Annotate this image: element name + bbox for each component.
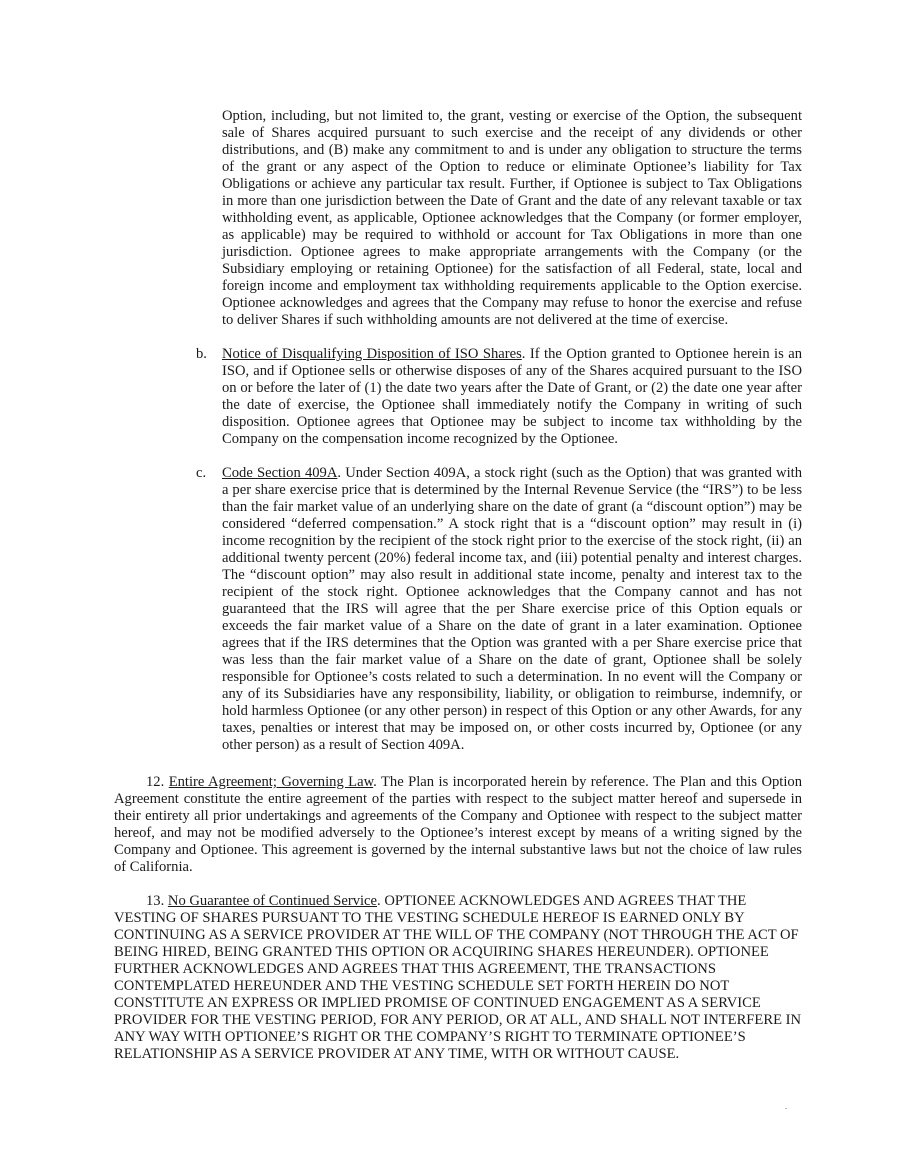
section-12-heading: Entire Agreement; Governing Law <box>168 774 374 790</box>
item-c-paragraph <box>222 465 802 754</box>
continued-paragraph-text: Option, including, but not limited to, the grant, vesting or exercise of the Option, the subsequent sale of Shares acquired pursuant to such exercise and the receipt of any dividends or other distributions, and (B) make any commitment to and is under any obligation to structure the terms of the grant or any aspect of the Option to reduce or eliminate Optionee’s liability for Tax Obligations or achieve any particular tax result. Further, if Optionee is subject to Tax Obligations in more than one jurisdiction between the Date of Grant and the date of any relevant taxable or tax withholding event, as applicable, Optionee acknowledges that the Company (or former employer, as applicable) may be required to withhold or account for Tax Obligations in more than one jurisdiction. Optionee agrees to make appropriate arrangements with the Company (or the Subsidiary employing or retaining Optionee) for the satisfaction of all Federal, state, local and foreign income and employment tax withholding requirements applicable to the Option exercise. Optionee acknowledges and agrees that the Company may refuse to honor the exercise and refuse to deliver Shares if such withholding amounts are not delivered at the time of exercise. <box>222 108 802 328</box>
section-12 <box>114 774 802 876</box>
item-b-label: b. <box>196 346 207 362</box>
item-c-heading: Code Section 409A <box>222 465 338 481</box>
section-13-heading: No Guarantee of Continued Service <box>167 893 378 909</box>
item-b-heading: Notice of Disqualifying Disposition of ISO Shares <box>222 346 522 362</box>
item-b-body: . If the Option granted to Optionee herein is an ISO, and if Optionee sells or otherwise disposes of any of the Shares acquired pursuant to the ISO on or before the later of (1) the date two years after the Date of Grant, or (2) the date one year after the date of exercise, the Optionee shall immediately notify the Company in writing of such disposition. Optionee agrees that Optionee may be subject to income tax withholding by the Company on the compensation income recognized by the Optionee. <box>222 346 802 447</box>
section-13 <box>114 893 804 1063</box>
section-12-number: 12. <box>146 774 165 790</box>
section-13-number: 13. <box>146 893 165 909</box>
section-13-body: . OPTIONEE ACKNOWLEDGES AND AGREES THAT THE VESTING OF SHARES PURSUANT TO THE VESTING SCHEDULE HEREOF IS EARNED ONLY BY CONTINUING AS A SERVICE PROVIDER AT THE WILL OF THE COMPANY (NOT THROUGH THE ACT OF BEING HIRED, BEING GRANTED THIS OPTION OR ACQUIRING SHARES HEREUNDER). OPTIONEE FURTHER ACKNOWLEDGES AND AGREES THAT THIS AGREEMENT, THE TRANSACTIONS CONTEMPLATED HEREUNDER AND THE VESTING SCHEDULE SET FORTH HEREIN DO NOT CONSTITUTE AN EXPRESS OR IMPLIED PROMISE OF CONTINUED ENGAGEMENT AS A SERVICE PROVIDER FOR THE VESTING PERIOD, FOR ANY PERIOD, OR AT ALL, AND SHALL NOT INTERFERE IN ANY WAY WITH OPTIONEE’S RIGHT OR THE COMPANY’S RIGHT TO TERMINATE OPTIONEE’S RELATIONSHIP AS A SERVICE PROVIDER AT ANY TIME, WITH OR WITHOUT CAUSE. <box>114 893 802 1062</box>
item-b-paragraph <box>222 346 802 448</box>
continued-paragraph <box>222 108 802 329</box>
item-c-body: . Under Section 409A, a stock right (such as the Option) that was granted with a per share exercise price that is determined by the Internal Revenue Service (the “IRS”) to be less than the fair market value of an underlying share on the date of grant (a “discount option”) may be considered “deferred compensation.” A stock right that is a “discount option” may result in (i) income recognition by the recipient of the stock right prior to the exercise of the stock right, (ii) an additional twenty percent (20%) federal income tax, and (iii) potential penalty and interest charges. The “discount option” may also result in additional state income, penalty and interest tax to the recipient of the stock right. Optionee acknowledges that the Company cannot and has not guaranteed that the IRS will agree that the per Share exercise price of this Option equals or exceeds the fair market value of a Share on the date of grant in a later examination. Optionee agrees that if the IRS determines that the Option was granted with a per Share exercise price that was less than the fair market value of a Share on the date of grant, Optionee shall be solely responsible for Optionee’s costs related to such a determination. In no event will the Company or any of its Subsidiaries have any responsibility, liability, or obligation to reimburse, indemnify, or hold harmless Optionee (or any other person) in respect of this Option or any other Awards, for any taxes, penalties or interest that may be imposed on, or other costs incurred by, Optionee (or any other person) as a result of Section 409A. <box>222 465 802 753</box>
section-12-body: . The Plan is incorporated herein by reference. The Plan and this Option Agreement constitute the entire agreement of the parties with respect to the subject matter hereof and supersede in their entirety all prior undertakings and agreements of the Company and Optionee with respect to the subject matter hereof, and may not be modified adversely to the Optionee’s interest except by means of a writing signed by the Company and Optionee. This agreement is governed by the internal substantive laws but not the choice of law rules of California. <box>114 774 802 875</box>
item-c-label: c. <box>196 465 207 481</box>
scan-speck <box>785 1108 787 1109</box>
